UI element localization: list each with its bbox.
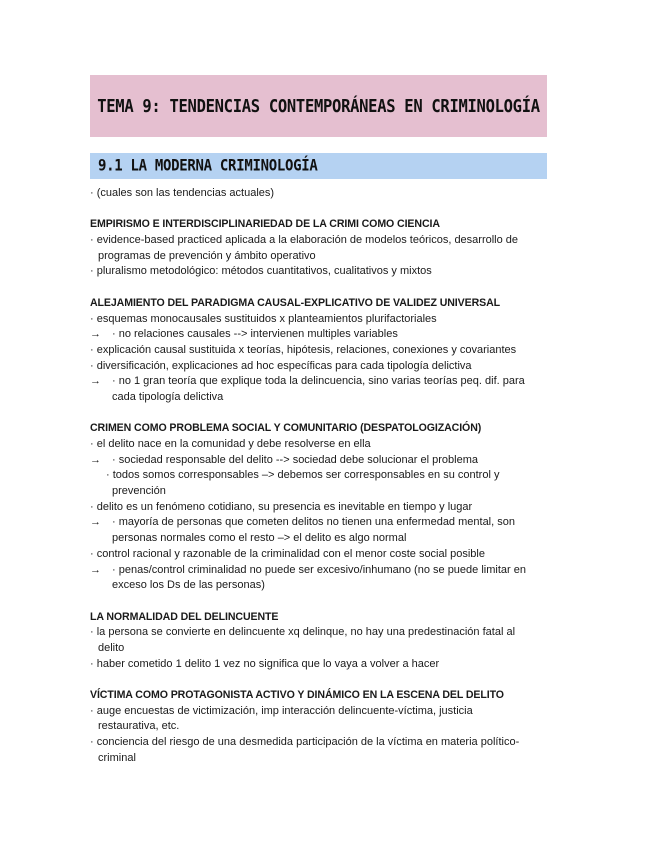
bullet-line: · auge encuestas de victimización, imp interacción delincuente-víctima, justicia [90, 704, 473, 717]
continuation-line: delito [98, 641, 125, 654]
block-heading: ALEJAMIENTO DEL PARADIGMA CAUSAL-EXPLICATIVO DE VALIDEZ UNIVERSAL [90, 296, 501, 309]
sub-bullet-line: · todos somos corresponsables –> debemos ser corresponsables en su control y [106, 469, 500, 482]
block-heading: LA NORMALIDAD DEL DELINCUENTE [90, 610, 279, 623]
bullet-text: · mayoría de personas que cometen delitos no tienen una enfermedad mental, son [112, 516, 515, 529]
arrow-bullet-line [90, 453, 560, 469]
spacer [90, 594, 560, 610]
bullet-line: · pluralismo metodológico: métodos cuantitativos, cualitativos y mixtos [90, 265, 432, 278]
bullet-line: · evidence-based practiced aplicada a la elaboración de modelos teóricos, desarrollo de [90, 234, 519, 247]
bullet-text: · sociedad responsable del delito --> sociedad debe solucionar el problema [112, 453, 478, 466]
bullet-line: · explicación causal sustituida x teorías, hipótesis, relaciones, conexiones y covariantes [90, 343, 517, 356]
bullet-text: · penas/control criminalidad no puede ser excesivo/inhumano (no se puede limitar en [112, 563, 526, 576]
block-heading: CRIMEN COMO PROBLEMA SOCIAL Y COMUNITARIO (DESPATOLOGIZACIÓN) [90, 422, 482, 435]
section-title: 9.1 LA MODERNA CRIMINOLOGÍA [98, 156, 318, 176]
spacer [90, 280, 560, 296]
continuation-line: prevención [112, 485, 166, 498]
bullet-line: · delito es un fenómeno cotidiano, su presencia es inevitable en tiempo y lugar [90, 500, 473, 513]
arrow-icon: → [90, 563, 101, 576]
arrow-icon: → [90, 516, 101, 529]
bullet-text: · no 1 gran teoría que explique toda la delincuencia, sino varias teorías peq. dif. para [112, 375, 525, 388]
bullet-line: · el delito nace en la comunidad y debe resolverse en ella [90, 438, 371, 450]
spacer [90, 202, 560, 218]
bullet-line: · haber cometido 1 delito 1 vez no significa que lo vaya a volver a hacer [90, 657, 440, 670]
document-body [90, 186, 560, 766]
continuation-line: exceso los Ds de las personas) [112, 579, 265, 592]
arrow-icon: → [90, 328, 101, 341]
spacer [90, 672, 560, 688]
document-title: TEMA 9: TENDENCIAS CONTEMPORÁNEAS EN CRIMINOLOGÍA [97, 95, 540, 117]
continuation-line: cada tipología delictiva [112, 390, 224, 403]
spacer [90, 406, 560, 422]
bullet-line: · esquemas monocausales sustituidos x planteamientos plurifactoriales [90, 312, 437, 325]
section-banner [90, 153, 547, 179]
arrow-bullet-line [90, 374, 560, 390]
bullet-line: · diversificación, explicaciones ad hoc específicas para cada tipología delictiva [90, 359, 472, 372]
block-heading: VÍCTIMA COMO PROTAGONISTA ACTIVO Y DINÁMICO EN LA ESCENA DEL DELITO [90, 689, 504, 701]
bullet-text: · no relaciones causales --> intervienen multiples variables [112, 328, 398, 341]
continuation-line: restaurativa, etc. [98, 720, 180, 733]
title-banner [90, 75, 547, 137]
bullet-line: · control racional y razonable de la criminalidad con el menor coste social posible [90, 547, 485, 560]
arrow-bullet-line [90, 563, 560, 579]
arrow-bullet-line [90, 327, 560, 343]
continuation-line: personas normales como el resto –> el delito es algo normal [112, 532, 407, 545]
arrow-bullet-line [90, 515, 560, 531]
block-heading: EMPIRISMO E INTERDISCIPLINARIEDAD DE LA CRIMI COMO CIENCIA [90, 218, 440, 231]
bullet-line: · conciencia del riesgo de una desmedida participación de la víctima en materia político- [90, 736, 520, 749]
continuation-line: programas de prevención y ámbito operativo [98, 249, 316, 262]
arrow-icon: → [90, 375, 101, 388]
arrow-icon: → [90, 453, 101, 466]
bullet-line: · la persona se convierte en delincuente xq delinque, no hay una predestinación fatal al [90, 626, 516, 639]
continuation-line: criminal [98, 751, 136, 764]
intro-line: · (cuales son las tendencias actuales) [90, 187, 275, 199]
